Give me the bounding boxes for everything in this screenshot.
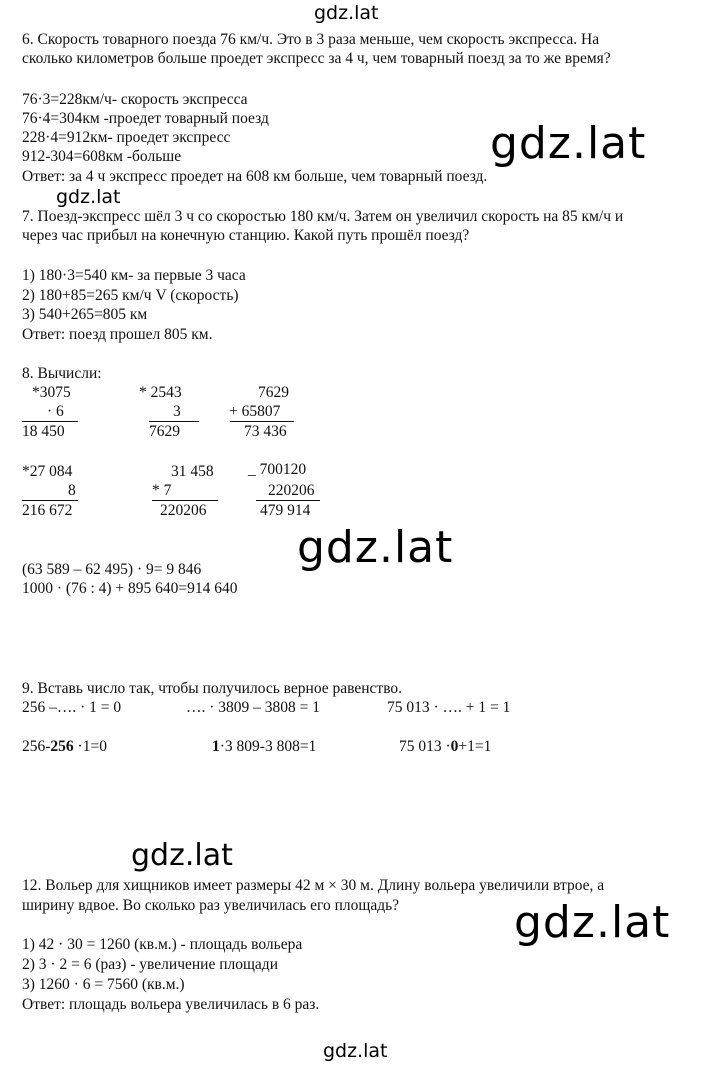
calc4-result: 216 672 <box>22 502 73 519</box>
task6-step: 228·4=912км- проедет экспресс <box>22 129 231 146</box>
watermark-small-1: gdz.lat <box>56 186 121 208</box>
task9-problem-1: 256 –…. · 1 = 0 <box>22 699 122 716</box>
task7-answer: Ответ: поезд прошел 805 км. <box>22 326 213 343</box>
task7-question-line2: через час прибыл на конечную станцию. Какой путь прошёл поезд? <box>22 227 470 244</box>
task6-step: 76·3=228км/ч- скорость экспресса <box>22 91 248 108</box>
task12-question-line1: 12. Вольер для хищников имеет размеры 42 м × 30 м. Длину вольера увеличили втрое, а <box>22 877 605 894</box>
task6-question-line2: сколько километров больше проедет экспресс за 4 ч, чем товарный поезд за то же время? <box>22 50 611 67</box>
watermark-large-3: gdz.lat <box>514 897 671 948</box>
task6-answer: Ответ: за 4 ч экспресс проедет на 608 км больше, чем товарный поезд. <box>22 168 488 185</box>
task6-step: 912-304=608км -больше <box>22 148 182 165</box>
task9-problem-2: …. · 3809 – 3808 = 1 <box>186 699 321 716</box>
calc3-result: 73 436 <box>244 423 287 440</box>
task12-step: 3) 1260 · 6 = 7560 (кв.м.) <box>22 976 185 993</box>
task7-step: 3) 540+265=805 км <box>22 306 148 323</box>
calc2-operand-b: 3 <box>173 403 181 420</box>
calc1-result: 18 450 <box>22 423 65 440</box>
calc4-operand-a: *27 084 <box>22 463 73 480</box>
calc6-operand-b: 220206 <box>268 482 315 499</box>
task7-step: 1) 180·3=540 км- за первые 3 часа <box>22 267 246 284</box>
task8-expression-1: (63 589 – 62 495) · 9= 9 846 <box>22 561 202 578</box>
task7-step: 2) 180+85=265 км/ч V (скорость) <box>22 287 239 304</box>
task12-step: 1) 42 · 30 = 1260 (кв.м.) - площадь вольера <box>22 936 303 953</box>
calc3-operand-b: + 65807 <box>229 403 281 420</box>
task9-heading: 9. Вставь число так, чтобы получилось верное равенство. <box>22 680 403 697</box>
task9-problem-3: 75 013 · …. + 1 = 1 <box>387 699 511 716</box>
watermark-top: gdz.lat <box>314 2 379 24</box>
calc2-result: 7629 <box>149 423 180 440</box>
task6-step: 76·4=304км -проедет товарный поезд <box>22 110 269 127</box>
calc5-result: 220206 <box>160 502 207 519</box>
task7-question-line1: 7. Поезд-экспресс шёл 3 ч со скоростью 180 км/ч. Затем он увеличил скорость на 85 км/ч и <box>22 208 624 225</box>
task9-answer-1: 256-256 ·1=0 <box>22 738 107 755</box>
task8-expression-2: 1000 · (76 : 4) + 895 640=914 640 <box>22 580 238 597</box>
task9-answer-2: 1·3 809-3 808=1 <box>212 738 317 755</box>
task9-answer-3: 75 013 ·0+1=1 <box>399 738 492 755</box>
calc5-operand-b: * 7 <box>152 482 172 499</box>
task12-step: 2) 3 · 2 = 6 (раз) - увеличение площади <box>22 956 278 973</box>
calc1-operand-b: · 6 <box>47 403 64 420</box>
watermark-medium: gdz.lat <box>131 838 233 873</box>
watermark-large-1: gdz.lat <box>490 118 647 169</box>
task12-question-line2: ширину вдвое. Во сколько раз увеличилась его площадь? <box>22 897 400 914</box>
calc6-operand-a: _ 700120 <box>248 461 307 478</box>
calc5-operand-a: 31 458 <box>171 463 214 480</box>
task8-heading: 8. Вычисли: <box>22 365 102 382</box>
calc1-operand-a: *3075 <box>32 384 71 401</box>
calc6-result: 479 914 <box>260 502 311 519</box>
calc3-operand-a: 7629 <box>258 384 289 401</box>
task6-question-line1: 6. Скорость товарного поезда 76 км/ч. Это в 3 раза меньше, чем скорость экспресса. На <box>22 31 600 48</box>
watermark-large-2: gdz.lat <box>297 522 454 573</box>
task12-answer: Ответ: площадь вольера увеличилась в 6 раз. <box>22 996 320 1013</box>
watermark-bottom: gdz.lat <box>323 1040 388 1062</box>
calc4-operand-b: 8 <box>68 482 76 499</box>
calc2-operand-a: * 2543 <box>139 384 182 401</box>
